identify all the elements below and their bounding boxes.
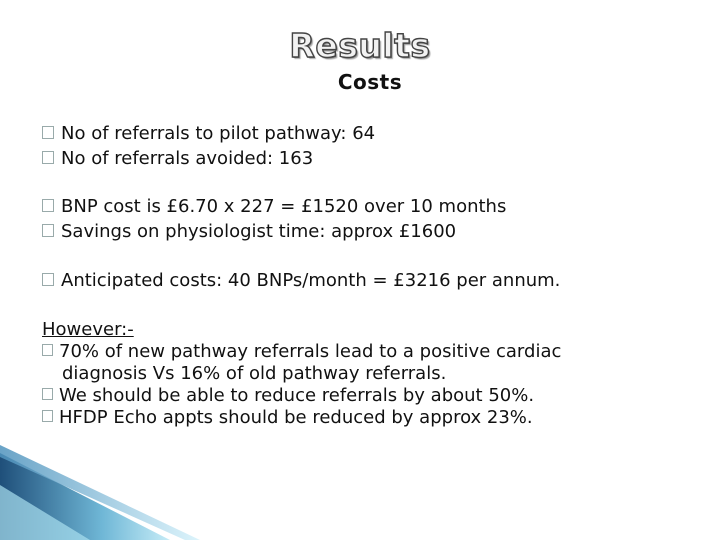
bullet-savings: Savings on physiologist time: approx £1600 [42, 221, 456, 243]
slide-title: Results [289, 26, 431, 65]
however-item-reduce-referrals: We should be able to reduce referrals by about 50%. [42, 385, 534, 406]
bullet-box-icon [42, 199, 54, 212]
bullet-anticipated-costs: Anticipated costs: 40 BNPs/month = £3216 per annum. [42, 270, 560, 292]
however-item-continuation: diagnosis Vs 16% of old pathway referrals. [62, 363, 447, 384]
bullet-referrals-avoided: No of referrals avoided: 163 [42, 148, 313, 170]
however-item-positive-diagnosis: 70% of new pathway referrals lead to a positive cardiac [42, 341, 561, 362]
however-heading: However:- [42, 319, 134, 340]
bullet-box-icon [42, 224, 54, 237]
bullet-box-icon [42, 126, 54, 139]
bullet-box-icon [42, 344, 53, 356]
bullet-box-icon [42, 151, 54, 164]
bullet-box-icon [42, 273, 54, 286]
bullet-bnp-cost: BNP cost is £6.70 x 227 = £1520 over 10 months [42, 196, 506, 218]
slide-subtitle: Costs [337, 70, 403, 94]
bullet-box-icon [42, 410, 53, 422]
decorative-wave-shape [0, 445, 720, 540]
however-item-echo-appts: HFDP Echo appts should be reduced by approx 23%. [42, 407, 533, 428]
bullet-referrals-pilot: No of referrals to pilot pathway: 64 [42, 123, 375, 145]
bullet-box-icon [42, 388, 53, 400]
